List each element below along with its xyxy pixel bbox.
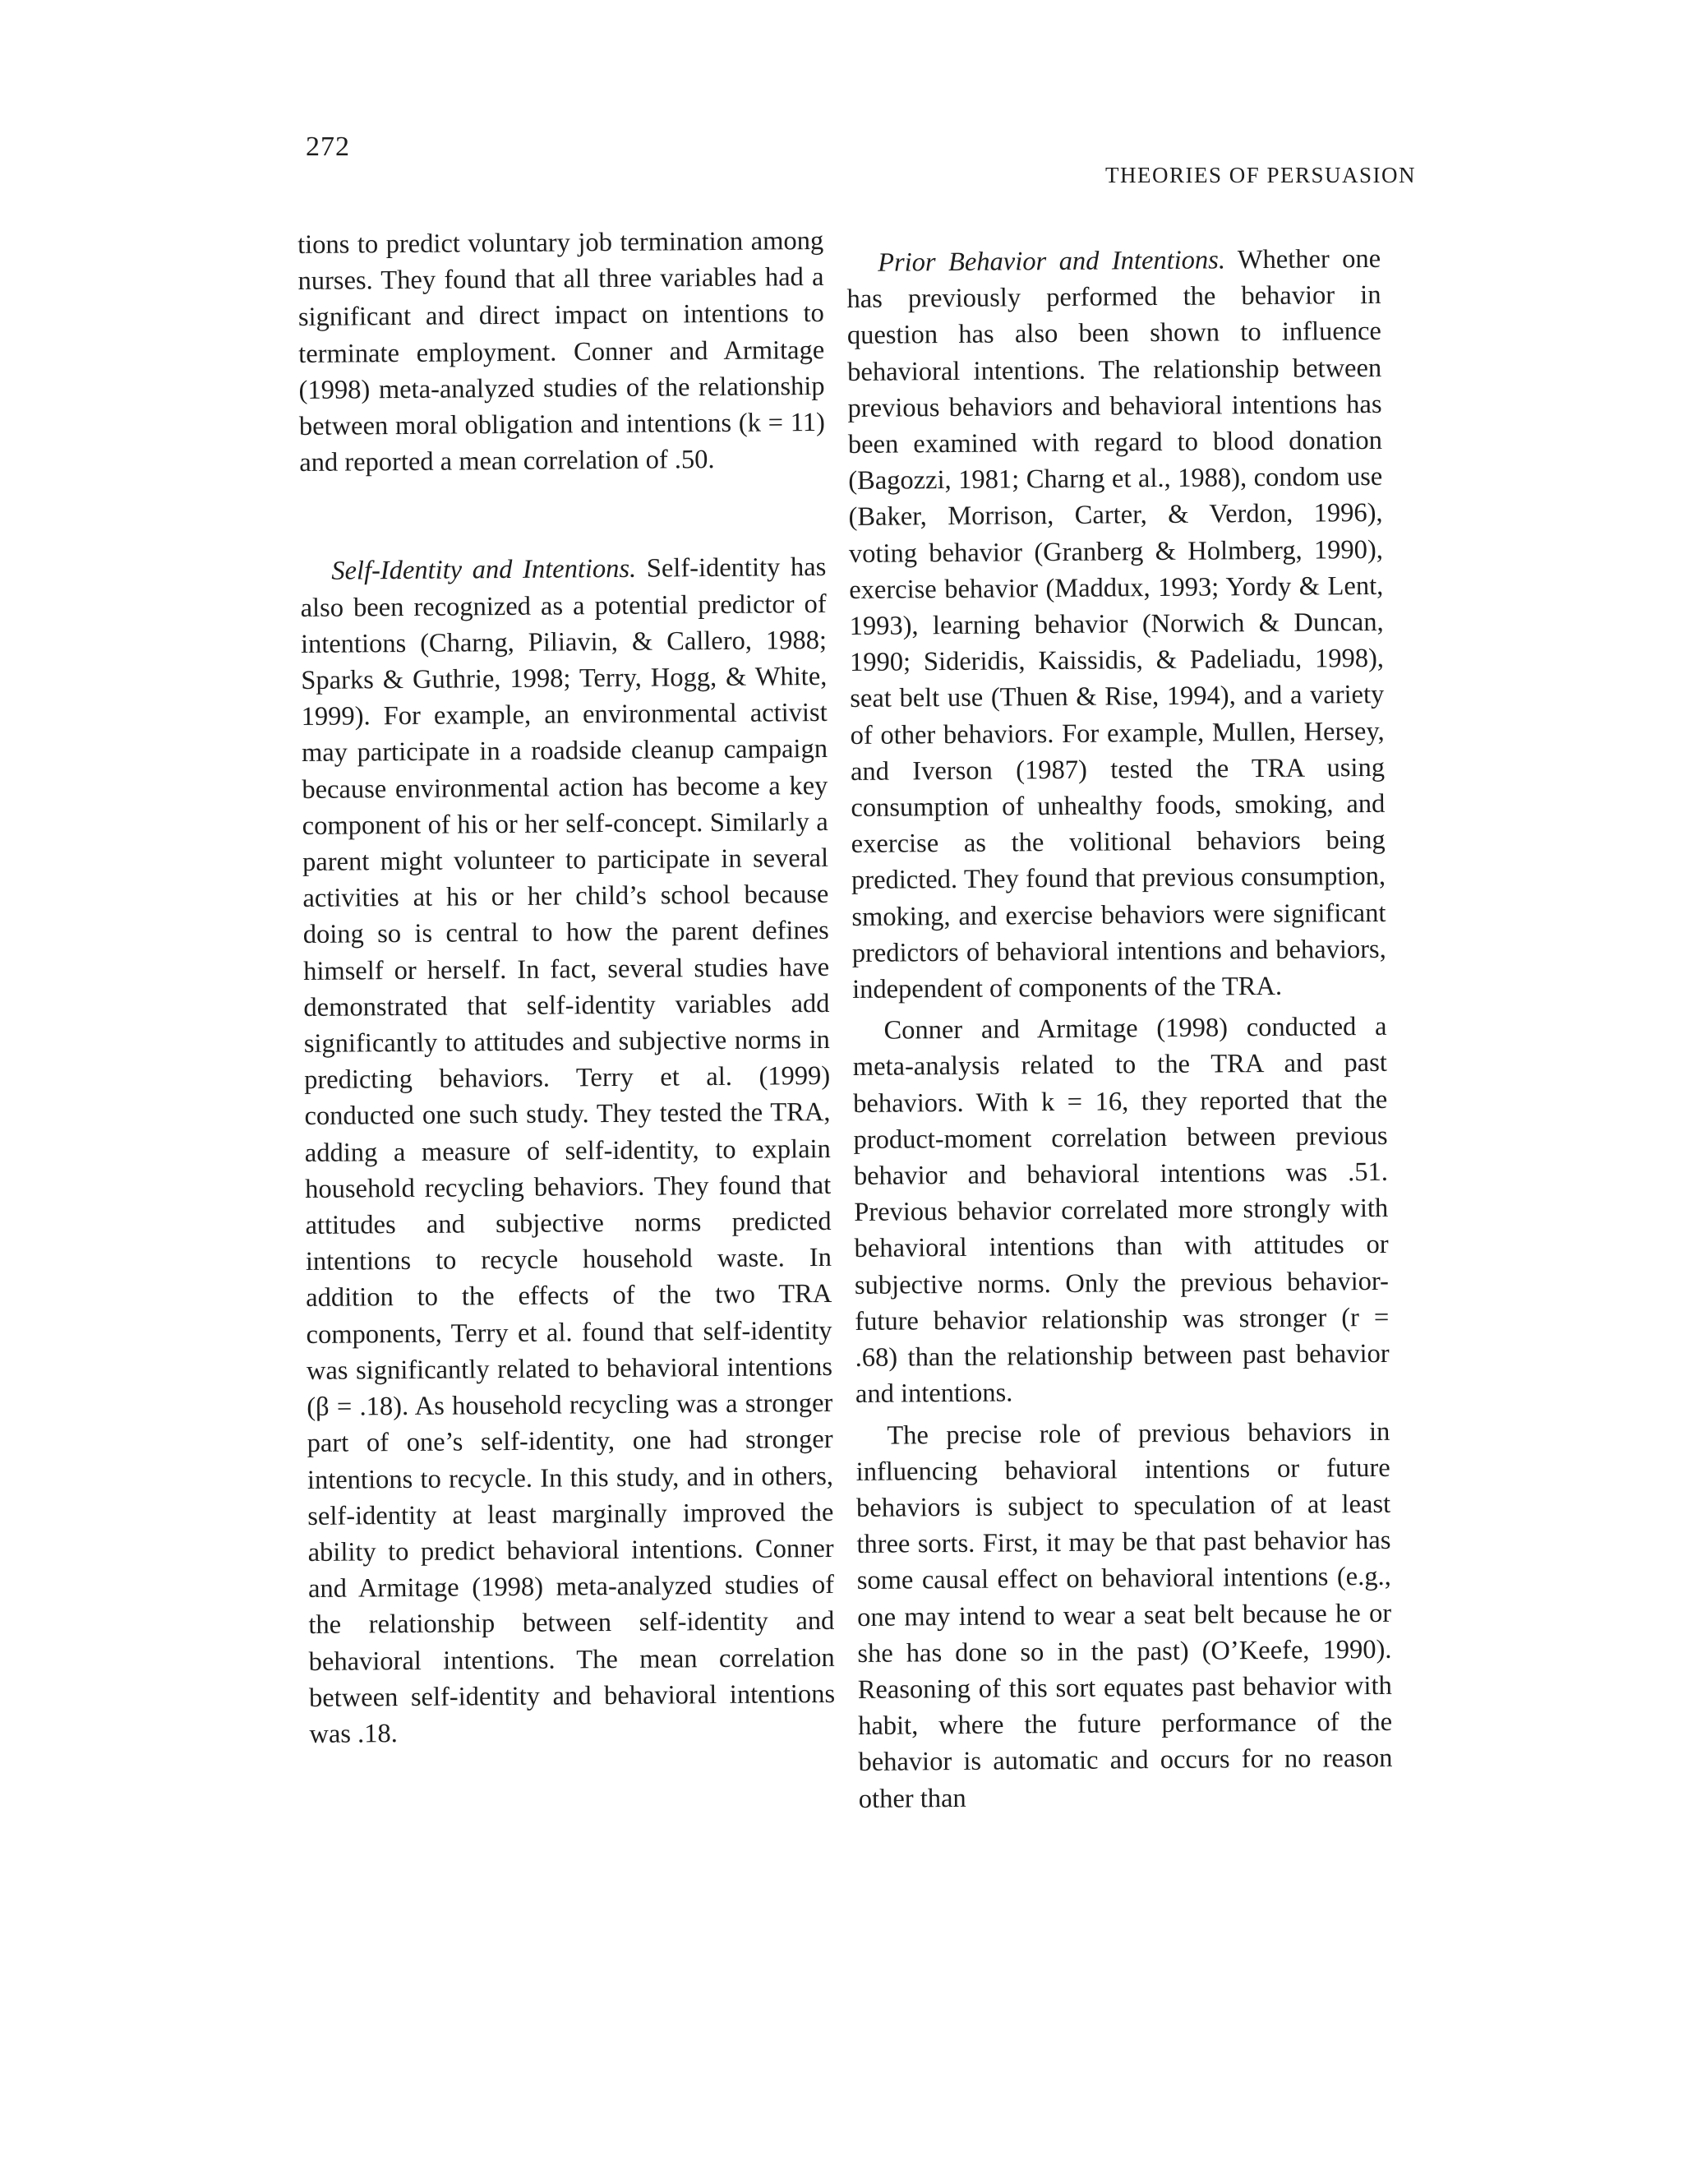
paragraph-self-identity	[300, 549, 835, 1752]
page-number: 272	[306, 132, 350, 162]
section-heading-prior-behavior: Prior Behavior and Intentions.	[878, 245, 1226, 278]
paragraph-prior-behavior	[846, 241, 1386, 1008]
paragraph-precise-role: The precise role of previous behaviors in influencing behavioral intentions or future behaviors is subject to speculation of at least three sorts. First, it may be that past behavior has some causal effect on behavioral intentions (e.g., one may intend to wear a seat belt because he or she has done so in the past) (O’Keefe, 1990). Reasoning of this sort equates past behavior with habit, where the future performance of the behavior is automatic and occurs for no reason other than	[855, 1416, 1393, 1814]
paragraph-meta-analysis: Conner and Armitage (1998) conducted a meta-analysis related to the TRA and past behaviors. With k = 16, they reported that the product-moment correlation between previous behavior and behavioral intentions was .51. Previous behavior correlated more strongly with behavioral intentions than with attitudes or subjective norms. Only the previous behavior-future behavior relationship was stronger (r = .68) than the relationship between past behavior and intentions.	[852, 1012, 1390, 1410]
section-heading-self-identity: Self-Identity and Intentions.	[331, 554, 637, 587]
paragraph-moral-obligation: tions to predict voluntary job termination among nurses. They found that all three variables had a significant and direct impact on intentions to terminate employment. Conner and Armitage (1998) meta-analyzed studies of the relationship between moral obligation and intentions (k = 11) and reported a mean correlation of .50.	[297, 225, 826, 478]
right-column	[846, 241, 1393, 1817]
left-column	[297, 223, 836, 1752]
paragraph-self-identity-body: Self-identity has also been recognized as a potential predictor of intentions (Charng, Piliavin, & Callero, 1988; Sparks & Guthrie, 1998; Terry, Hogg, & White, 1999). For example, an environmental activist may participate in a roadside cleanup campaign because environmental action has become a key component of his or her self-concept. Similarly a parent might volunteer to participate in several activities at his or her child’s school because doing so is central to how the parent defines himself or herself. In fact, several studies have demonstrated that self-identity variables add significantly to attitudes and subjective norms in predicting behaviors. Terry et al. (1999) conducted one such study. They tested the TRA, adding a measure of self-identity, to explain household recycling behaviors. They found that attitudes and subjective norms predicted intentions to recycle household waste. In addition to the effects of the two TRA components, Terry et al. found that self-identity was significantly related to behavioral intentions (β = .18). As household recycling was a stronger part of one’s self-identity, one had stronger intentions to recycle. In this study, and in others, self-identity at least marginally improved the ability to predict behavioral intentions. Conner and Armitage (1998) meta-analyzed studies of the relationship between self-identity and behavioral intentions. The mean correlation between self-identity and behavioral intentions was .18.	[300, 552, 836, 1749]
running-head: THEORIES OF PERSUASION	[1105, 163, 1417, 187]
paragraph-prior-behavior-body: Whether one has previously performed the behavior in question has also been shown to influence behavioral intentions. The relationship between previous behaviors and behavioral intentions has been examined with regard to blood donation (Bagozzi, 1981; Charng et al., 1988), condom use (Baker, Morrison, Carter, & Verdon, 1996), voting behavior (Granberg & Holmberg, 1990), exercise behavior (Maddux, 1993; Yordy & Lent, 1993), learning behavior (Norwich & Duncan, 1990; Sideridis, Kaissidis, & Padeliadu, 1998), seat belt use (Thuen & Rise, 1994), and a variety of other behaviors. For example, Mullen, Hersey, and Iverson (1987) tested the TRA using consumption of unhealthy foods, smoking, and exercise as the volitional behaviors being predicted. They found that previous consumption, smoking, and exercise behaviors were significant predictors of behavioral intentions and behaviors, independent of components of the TRA.	[846, 243, 1386, 1005]
